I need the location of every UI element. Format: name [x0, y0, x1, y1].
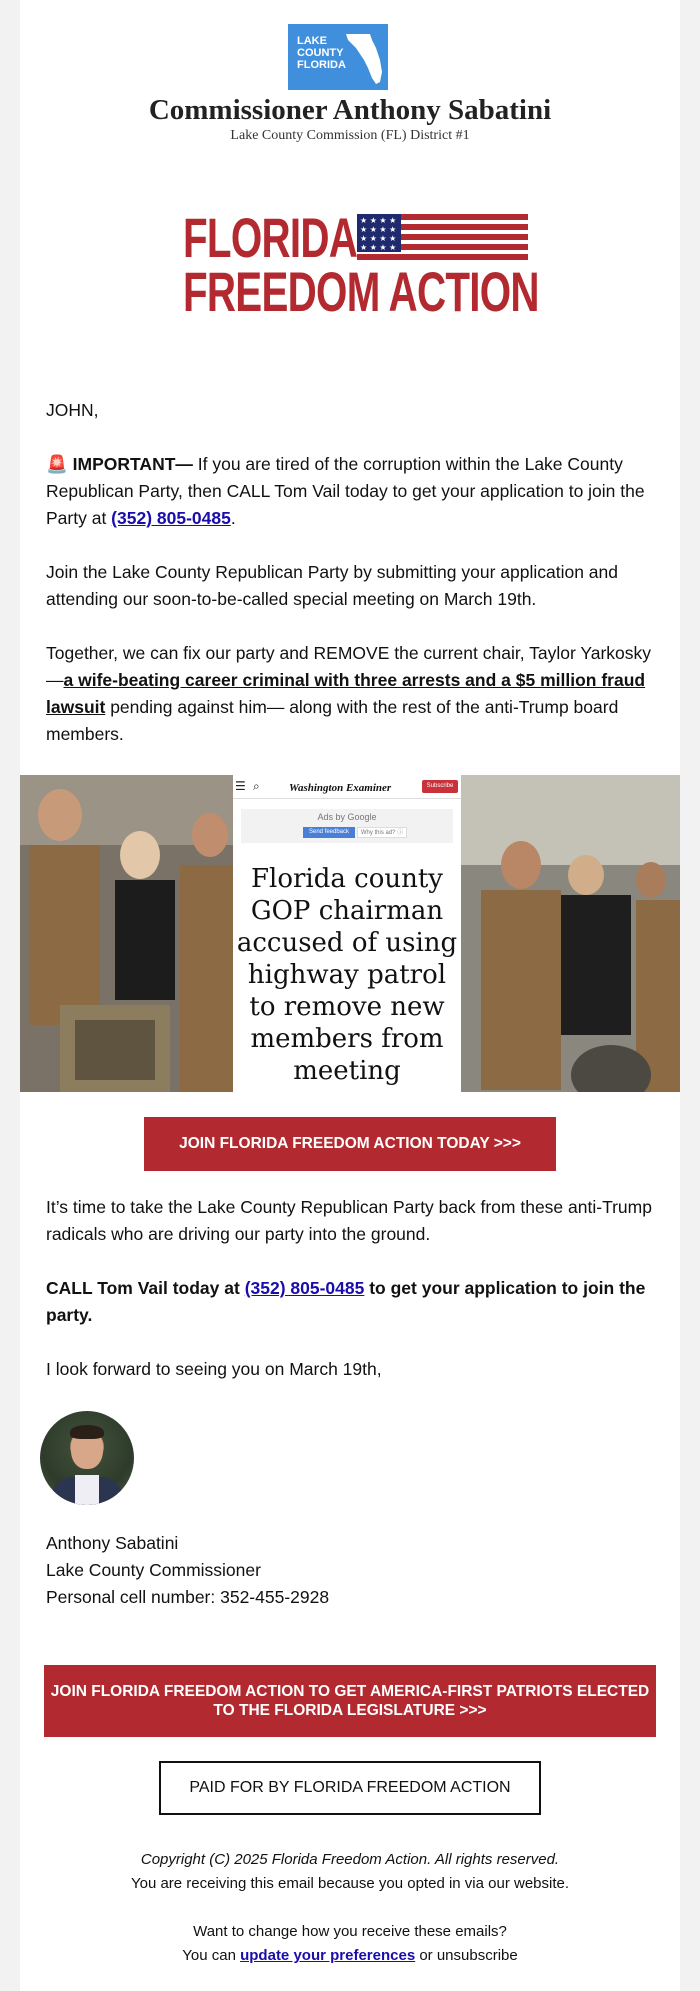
american-flag-icon	[357, 214, 528, 260]
change-question: Want to change how you receive these emails?	[193, 1923, 507, 1940]
or-unsubscribe[interactable]: or unsubscribe	[415, 1947, 518, 1964]
important-text: If you are tired of the corruption within the Lake County Republican Party, then CALL Tom Vail today to get your application to join the Party at	[46, 454, 645, 528]
meeting-photo-icon	[461, 775, 680, 1092]
commissioner-title: Commissioner Anthony Sabatini	[148, 94, 552, 126]
svg-text:★ ★ ★ ★: ★ ★ ★ ★	[360, 225, 397, 234]
copyright	[20, 1849, 680, 1871]
paid-for-disclaimer: PAID FOR BY FLORIDA FREEDOM ACTION	[159, 1761, 541, 1815]
header	[20, 0, 680, 160]
svg-text:★ ★ ★ ★: ★ ★ ★ ★	[360, 234, 397, 243]
update-preferences-link[interactable]: update your preferences	[240, 1947, 416, 1964]
news-image-strip	[20, 775, 680, 1092]
arrest-photo-left	[20, 775, 233, 1092]
signature-role: Lake County Commissioner	[46, 1560, 261, 1580]
meeting-photo-right	[461, 775, 680, 1092]
officers-photo-icon	[20, 775, 233, 1092]
commissioner-subtitle: Lake County Commission (FL) District #1	[230, 128, 470, 143]
why-this-ad-button: Why this ad? ⓘ	[357, 827, 407, 838]
opt-in-reason: You are receiving this email because you opted in via our website.	[130, 1875, 570, 1892]
svg-text:★ ★ ★ ★: ★ ★ ★ ★	[360, 243, 397, 252]
phone-link[interactable]: (352) 805-0485	[111, 508, 231, 528]
you-can: You can	[182, 1947, 241, 1964]
greeting: JOHN,	[46, 400, 99, 420]
alarm-icon: 🚨	[46, 454, 68, 474]
email-card	[20, 0, 680, 1991]
news-screenshot	[233, 775, 461, 1092]
ad-block	[241, 809, 453, 843]
news-headline: Florida county GOP chairman accused of using highway patrol to remove new members from meeting	[236, 864, 458, 1086]
sign-off: I look forward to seeing you on March 19th,	[46, 1359, 382, 1379]
svg-text:★ ★ ★ ★: ★ ★ ★ ★	[360, 216, 397, 225]
logo-line-2: FREEDOM ACTION	[183, 260, 539, 323]
search-icon: ⌕	[253, 779, 260, 793]
preferences-line	[20, 1945, 680, 1967]
copyright-text: Copyright (C) 2025 Florida Freedom Action. All rights reserved.	[140, 1851, 560, 1868]
together-bold: a wife-beating career criminal with three arrests and a $5 million fraud lawsuit	[46, 670, 646, 717]
ads-label: Ads by Google	[317, 812, 377, 822]
call-paragraph	[46, 1275, 654, 1329]
logo-line-1: FLORIDA	[183, 206, 358, 269]
florida-map-icon	[344, 30, 384, 86]
send-feedback-button: Send feedback	[303, 827, 355, 838]
important-label: IMPORTANT—	[72, 454, 193, 474]
news-site-bar	[233, 775, 461, 799]
period: .	[230, 508, 236, 528]
important-paragraph	[46, 451, 654, 532]
together-end: pending against him— along with the rest of the anti-Trump board members.	[46, 697, 619, 744]
closing-paragraph: It’s time to take the Lake County Republican Party back from these anti-Trump radicals who are driving our party into the ground.	[46, 1197, 652, 1244]
join-today-button[interactable]: JOIN FLORIDA FREEDOM ACTION TODAY >>>	[144, 1117, 556, 1171]
together-start: Together, we can fix our party and REMOVE the current chair, Taylor Yarkosky —	[46, 643, 652, 690]
join-legislature-button[interactable]: JOIN FLORIDA FREEDOM ACTION TO GET AMERICA-FIRST PATRIOTS ELECTED TO THE FLORIDA LEGISLATURE >>>	[44, 1665, 656, 1737]
lake-county-logo-text: LAKE COUNTY FLORIDA	[297, 35, 346, 71]
florida-freedom-action-logo	[183, 206, 539, 323]
lake-county-logo	[288, 24, 388, 90]
together-paragraph	[46, 640, 654, 748]
news-site-name: Washington Examiner	[289, 782, 392, 794]
signature-cell: Personal cell number: 352-455-2928	[46, 1587, 330, 1607]
subscribe-badge: Subscribe	[422, 780, 458, 793]
call-phone-link[interactable]: (352) 805-0485	[244, 1278, 365, 1298]
call-end: to get your application to join the party.	[46, 1278, 646, 1325]
avatar	[40, 1411, 134, 1505]
join-paragraph: Join the Lake County Republican Party by submitting your application and attending our soon-to-be-called special meeting on March 19th.	[46, 562, 619, 609]
menu-icon: ☰	[235, 779, 246, 793]
signature-name: Anthony Sabatini	[46, 1533, 179, 1553]
call-start: CALL Tom Vail today at	[46, 1278, 245, 1298]
